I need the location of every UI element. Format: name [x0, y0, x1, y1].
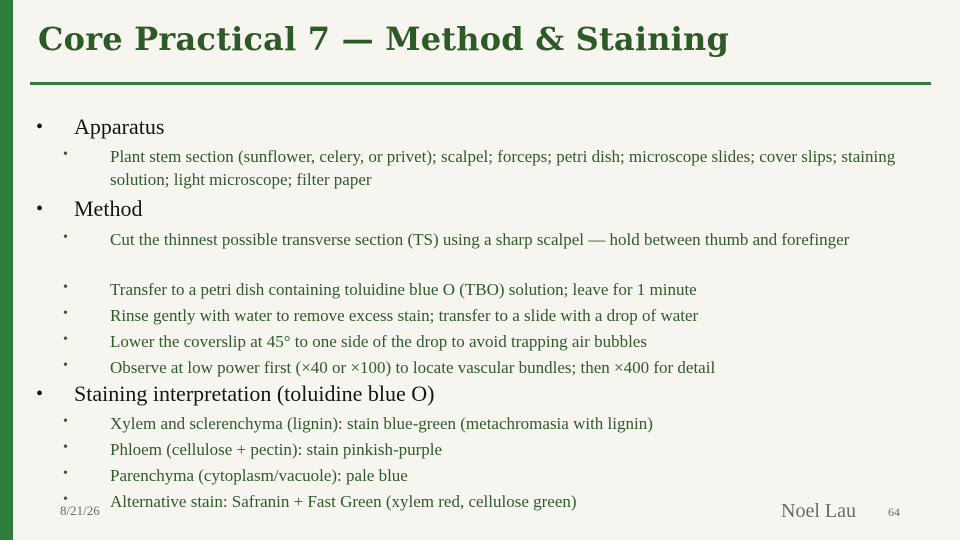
bullet-icon: •	[36, 116, 44, 138]
slide-title: Core Practical 7 — Method & Staining	[38, 20, 730, 58]
staining-item: Parenchyma (cytoplasm/vacuole): pale blue	[110, 466, 408, 485]
section-heading-apparatus: Apparatus	[74, 114, 165, 139]
sub-bullet-icon: •	[63, 492, 68, 507]
staining-item: Phloem (cellulose + pectin): stain pinkish-purple	[110, 440, 443, 459]
footer-date: 8/21/26	[60, 503, 100, 518]
method-item: Cut the thinnest possible transverse section (TS) using a sharp scalpel — hold between thumb and forefinger	[110, 230, 850, 249]
method-item: Lower the coverslip at 45° to one side of the drop to avoid trapping air bubbles	[110, 332, 647, 351]
sub-bullet-icon: •	[63, 358, 68, 373]
section-heading-method: Method	[74, 196, 143, 221]
apparatus-item: Plant stem section (sunflower, celery, or privet); scalpel; forceps; petri dish; microscope slides; cover slips; staining solution; light microscope; filter paper	[110, 147, 896, 189]
footer-author: Noel Lau	[781, 500, 856, 522]
sub-bullet-icon: •	[63, 414, 68, 429]
sub-bullet-icon: •	[63, 280, 68, 295]
sub-bullet-icon: •	[63, 306, 68, 321]
sub-bullet-icon: •	[63, 332, 68, 347]
bullet-icon: •	[36, 383, 44, 405]
sub-bullet-icon: •	[63, 440, 68, 455]
bullet-icon: •	[36, 198, 44, 220]
method-item: Observe at low power first (×40 or ×100) to locate vascular bundles; then ×400 for detail	[110, 358, 716, 377]
sub-bullet-icon: •	[63, 466, 68, 481]
page-number: 64	[888, 505, 900, 519]
method-item: Rinse gently with water to remove excess stain; transfer to a slide with a drop of water	[110, 306, 699, 325]
section-heading-staining: Staining interpretation (toluidine blue O)	[74, 381, 435, 406]
staining-item: Xylem and sclerenchyma (lignin): stain blue-green (metachromasia with lignin)	[110, 414, 653, 433]
sub-bullet-icon: •	[63, 230, 68, 245]
sub-bullet-icon: •	[63, 147, 68, 162]
staining-item: Alternative stain: Safranin + Fast Green (xylem red, cellulose green)	[110, 492, 577, 511]
method-item: Transfer to a petri dish containing toluidine blue O (TBO) solution; leave for 1 minute	[110, 280, 697, 299]
